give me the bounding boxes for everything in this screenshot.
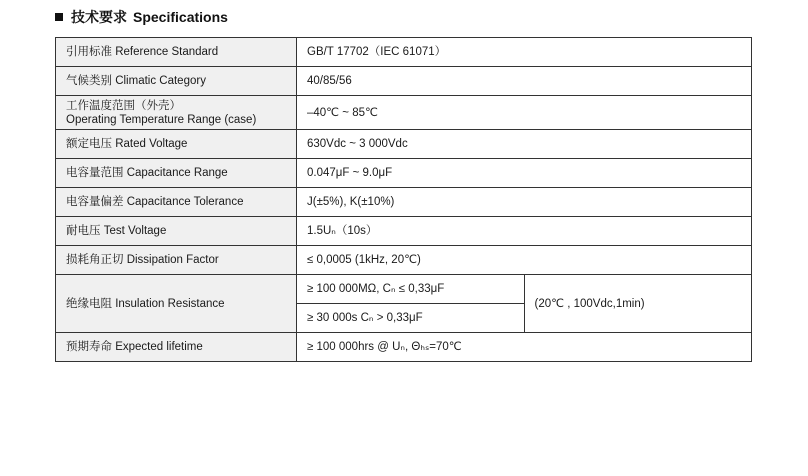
row-value: 0.047μF ~ 9.0μF xyxy=(297,159,752,188)
table-row-expected-lifetime xyxy=(56,333,752,362)
table-row-capacitance-tolerance xyxy=(56,188,752,217)
row-value: 40/85/56 xyxy=(297,67,752,96)
row-label-en: Operating Temperature Range (case) xyxy=(66,113,257,126)
row-label: 损耗角正切 Dissipation Factor xyxy=(56,246,297,275)
row-value: –40℃ ~ 85℃ xyxy=(297,96,752,130)
table-row-reference-standard xyxy=(56,38,752,67)
row-condition: (20℃ , 100Vdc,1min) xyxy=(524,275,752,333)
row-value: GB/T 17702（IEC 61071） xyxy=(297,38,752,67)
row-label-zh: 工作温度范围（外壳） xyxy=(66,99,181,112)
row-value: 1.5Uₙ（10s） xyxy=(297,217,752,246)
specifications-table xyxy=(55,37,752,362)
row-value: J(±5%), K(±10%) xyxy=(297,188,752,217)
table-row-rated-voltage xyxy=(56,130,752,159)
row-label: 引用标准 Reference Standard xyxy=(56,38,297,67)
row-label: 额定电压 Rated Voltage xyxy=(56,130,297,159)
row-label: 电容量偏差 Capacitance Tolerance xyxy=(56,188,297,217)
row-value-b: ≥ 30 000s Cₙ > 0,33μF xyxy=(297,304,525,333)
table-row-operating-temperature xyxy=(56,96,752,130)
row-label: 耐电压 Test Voltage xyxy=(56,217,297,246)
table-row-test-voltage xyxy=(56,217,752,246)
bullet-square-icon xyxy=(55,13,63,21)
row-label: 电容量范围 Capacitance Range xyxy=(56,159,297,188)
section-heading xyxy=(55,8,228,26)
row-value: ≤ 0,0005 (1kHz, 20℃) xyxy=(297,246,752,275)
row-value: ≥ 100 000hrs @ Uₙ, Θₕₛ=70℃ xyxy=(297,333,752,362)
table-row-climatic-category xyxy=(56,67,752,96)
table-row-dissipation-factor xyxy=(56,246,752,275)
row-value-a: ≥ 100 000MΩ, Cₙ ≤ 0,33μF xyxy=(297,275,525,304)
row-label: 气候类别 Climatic Category xyxy=(56,67,297,96)
table-row-insulation-resistance xyxy=(56,275,752,304)
row-label xyxy=(56,96,297,130)
row-label: 绝缘电阻 Insulation Resistance xyxy=(56,275,297,333)
row-label: 预期寿命 Expected lifetime xyxy=(56,333,297,362)
row-value: 630Vdc ~ 3 000Vdc xyxy=(297,130,752,159)
section-title-en: Specifications xyxy=(133,9,228,25)
table-row-capacitance-range xyxy=(56,159,752,188)
section-title-zh: 技术要求 xyxy=(71,9,127,25)
